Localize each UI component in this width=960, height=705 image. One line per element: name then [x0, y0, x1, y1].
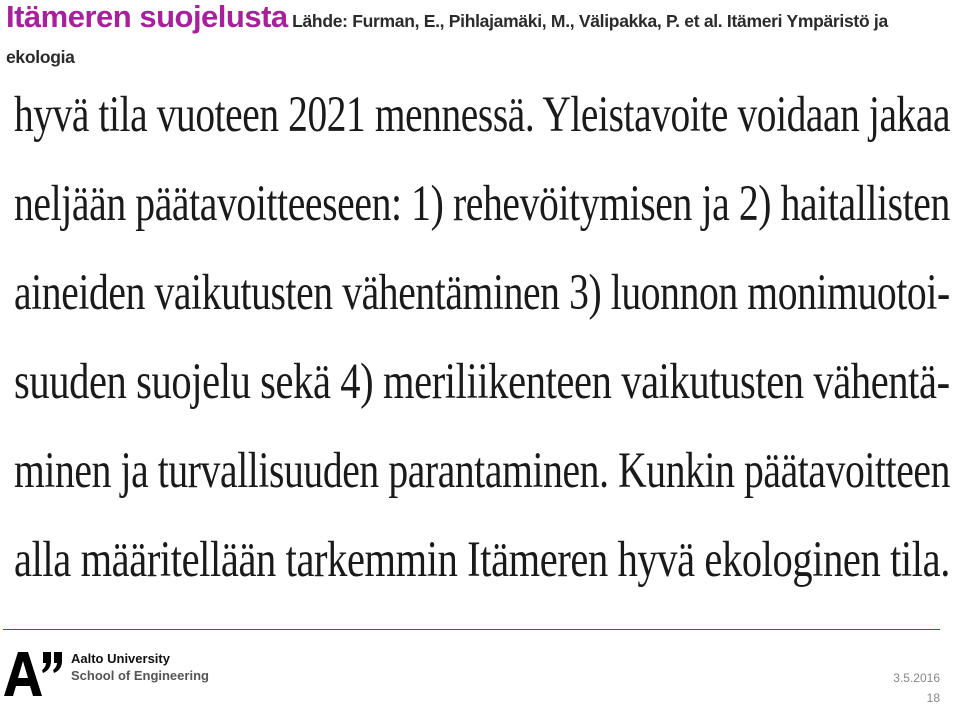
university-name: Aalto University [71, 651, 170, 666]
scanned-text-line: neljään päätavoitteeseen: 1) rehevöitymisen ja 2) haitallisten [14, 176, 950, 232]
scanned-text-line: alla määritellään tarkemmin Itämeren hyvä ekologinen tila. [14, 532, 950, 588]
scanned-text-line: minen ja turvallisuuden parantaminen. Kunkin päätavoitteen [14, 443, 950, 499]
slide-date: 3.5.2016 [893, 671, 940, 685]
footer-divider [3, 629, 940, 630]
school-name: School of Engineering [71, 668, 209, 683]
scanned-text-image [14, 78, 954, 608]
slide-title: Itämeren suojelusta [6, 0, 288, 34]
scanned-text-line: hyvä tila vuoteen 2021 mennessä. Yleistavoite voidaan jakaa [14, 87, 951, 143]
slide-header [6, 0, 946, 76]
page-number: 18 [926, 691, 940, 705]
scanned-text-line: suuden suojelu sekä 4) meriliikenteen vaikutusten vähentä- [14, 354, 950, 410]
scanned-text-line: aineiden vaikutusten vähentäminen 3) luonnon monimuotoi- [14, 265, 950, 321]
source-citation: Lähde: Furman, E., Pihlajamäki, M., Välipakka, P. et al. Itämeri Ympäristö ja ekologia [6, 11, 888, 67]
aalto-logo-icon [4, 648, 64, 698]
